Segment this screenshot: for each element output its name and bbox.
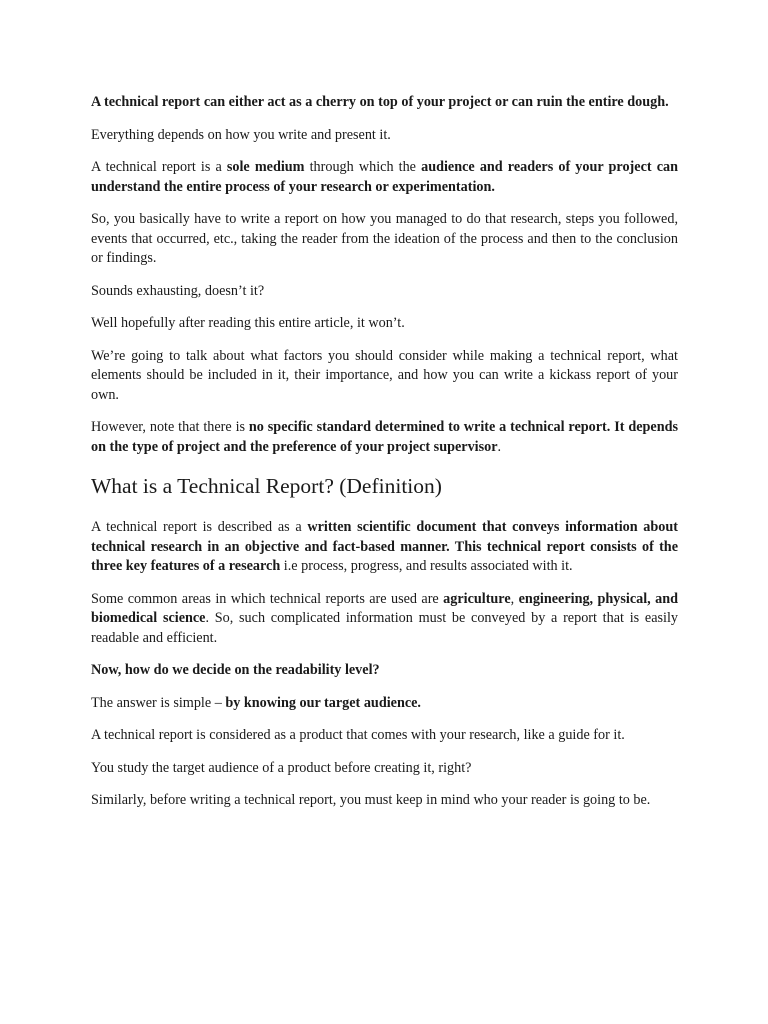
text: Well hopefully after reading this entire article, it won’t. <box>91 315 405 331</box>
text: Some common areas in which technical reports are used are <box>91 590 444 607</box>
text: A technical report is considered as a product that comes with your research, like a guide for it. <box>91 727 625 743</box>
bold-text: agriculture <box>443 590 511 607</box>
paragraph-target-audience <box>91 759 678 779</box>
text: We’re going to talk about what factors you should consider while making a technical report, what elements should be included in it, their importance, and how you can write a kickass report of your own. <box>91 347 678 403</box>
text: Sounds exhausting, doesn’t it? <box>91 282 265 299</box>
bold-text: written scientific document that conveys information about technical research in an objective and fact-based manner. This technical report consists of the three key features of a research <box>91 519 678 574</box>
section-heading: What is a Technical Report? (Definition) <box>91 474 442 498</box>
text: However, note that there is <box>91 419 249 435</box>
text: A technical report is a <box>91 159 227 175</box>
text: . So, such complicated information must be conveyed by a report that is easily readable and efficient. <box>91 610 678 646</box>
paragraph-hopefully <box>91 314 678 334</box>
text: A technical report is described as a <box>91 519 308 535</box>
paragraph-steps <box>91 210 678 269</box>
text: The answer is simple – <box>91 694 226 711</box>
bold-text: by knowing our target audience. <box>225 694 421 711</box>
bold-text: A technical report can either act as a cherry on top of your project or can ruin the entire dough. <box>91 94 669 110</box>
paragraph-exhausting <box>91 282 678 302</box>
bold-text: sole medium <box>226 159 305 175</box>
paragraph-definition <box>91 518 678 577</box>
paragraph-depends <box>91 126 678 146</box>
paragraph-similarly <box>91 791 678 811</box>
bold-text: Now, how do we decide on the readability level? <box>91 662 380 678</box>
bold-text: audience and readers of your project can understand the entire process of your research or experimentation. <box>91 159 678 195</box>
paragraph-areas <box>91 590 678 649</box>
text: Everything depends on how you write and present it. <box>91 126 391 143</box>
text: So, you basically have to write a report on how you managed to do that research, steps you followed, events that occurred, etc., taking the reader from the ideation of the process and then to the conclusion or findings. <box>91 211 678 266</box>
paragraph-factors <box>91 347 678 406</box>
bold-text: engineering, physical, and biomedical science <box>91 590 679 626</box>
text: , <box>510 590 519 607</box>
bold-text: no specific standard determined to write a technical report. It depends on the type of project and the preference of your project supervisor <box>91 419 679 455</box>
paragraph-product <box>91 726 678 746</box>
text: through which the <box>304 159 422 175</box>
paragraph-intro <box>91 93 678 113</box>
paragraph-readability-question <box>91 661 678 681</box>
paragraph-answer <box>91 694 678 714</box>
text: Similarly, before writing a technical report, you must keep in mind who your reader is going to be. <box>91 792 651 808</box>
paragraph-sole-medium <box>91 158 678 197</box>
document-page <box>91 93 678 824</box>
text: You study the target audience of a product before creating it, right? <box>91 759 472 776</box>
text: . <box>497 438 502 455</box>
paragraph-standard <box>91 418 678 457</box>
text: i.e process, progress, and results associated with it. <box>280 558 573 574</box>
